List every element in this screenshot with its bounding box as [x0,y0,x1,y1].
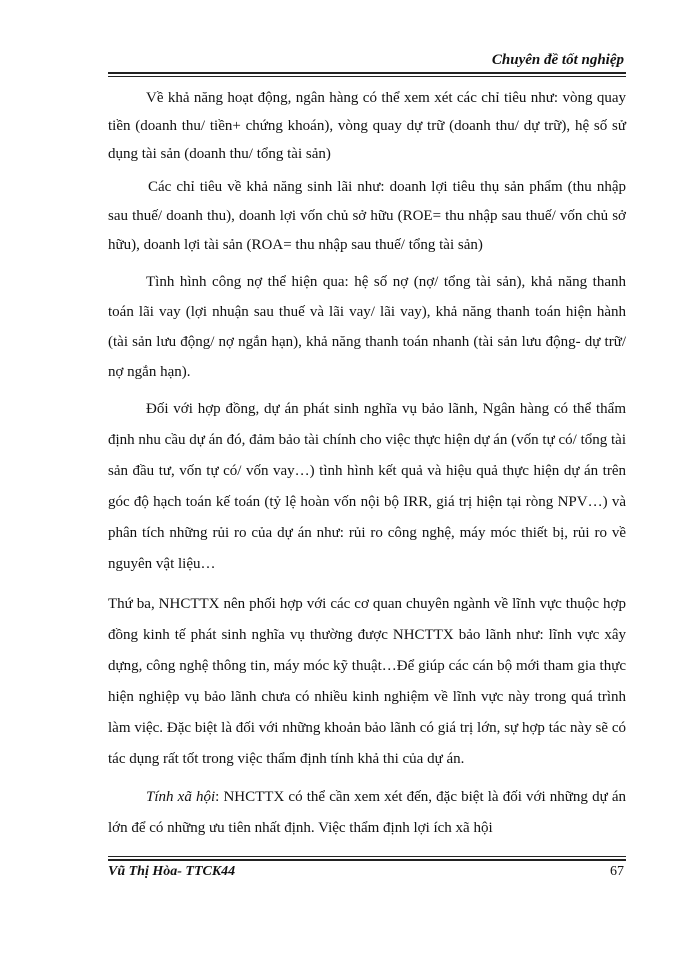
social-aspect-label: Tính xã hội [146,789,216,805]
page-number: 67 [610,864,624,879]
paragraph-social-aspect [108,782,626,844]
paragraph-activity-ratios: Về khả năng hoạt động, ngân hàng có thể xem xét các chỉ tiêu như: vòng quay tiền (doanh thu/ tiền+ chứng khoán), vòng quay dự trữ (doanh thu/ dự trữ), hệ số sử dụng tài sản (doanh thu/ tổng tài sản) [108,90,626,162]
paragraph-project-appraisal: Đối với hợp đồng, dự án phát sinh nghĩa vụ bảo lãnh, Ngân hàng có thể thẩm định nhu cầu dự án đó, đảm bảo tài chính cho việc thực hiện dự án (vốn tự có/ tổng tài sản đầu tư, vốn tự có/ vốn vay…) tình hình kết quả và hiệu quả thực hiện dự án trên góc độ hạch toán kế toán (tỷ lệ hoàn vốn nội bộ IRR, giá trị hiện tại ròng NPV…) và phân tích những rủi ro của dự án như: rủi ro công nghệ, máy móc thiết bị, rủi ro về nguyên vật liệu… [108,401,626,572]
paragraph-profitability-ratios: Các chỉ tiêu về khả năng sinh lãi như: doanh lợi tiêu thụ sản phẩm (thu nhập sau thuế/ doanh thu), doanh lợi vốn chủ sở hữu (ROE= thu nhập sau thuế/ vốn chủ sở hữu), doanh lợi tài sản (ROA= thu nhập sau thuế/ tổng tài sản) [108,179,626,253]
document-header-title: Chuyên đề tốt nghiệp [491,52,624,68]
paragraph-debt-ratios: Tình hình công nợ thể hiện qua: hệ số nợ (nợ/ tổng tài sản), khả năng thanh toán lãi vay (lợi nhuận sau thuế và lãi vay/ lãi vay), khả năng thanh toán hiện hành (tài sản lưu động/ nợ ngắn hạn), khả năng thanh toán nhanh (tài sản lưu động- dự trữ/ nợ ngắn hạn). [108,274,626,380]
footer-author: Vũ Thị Hòa- TTCK44 [108,864,236,879]
header-rule-thin [108,76,626,77]
document-body [108,84,626,844]
header-rule-thick [108,72,626,74]
footer-rule-thick [108,859,626,861]
paragraph-third-point: Thứ ba, NHCTTX nên phối hợp với các cơ quan chuyên ngành về lĩnh vực thuộc hợp đồng kinh tế phát sinh nghĩa vụ thường được NHCTTX bảo lãnh như: lĩnh vực xây dựng, công nghệ thông tin, máy móc kỹ thuật…Để giúp các cán bộ mới tham gia thực hiện nghiệp vụ bảo lãnh chưa có nhiều kinh nghiệm về lĩnh vực này trong quá trình làm việc. Đặc biệt là đối với những khoản bảo lãnh có giá trị lớn, sự hợp tác này sẽ có tác dụng rất tốt trong việc thẩm định tính khả thi của dự án. [108,596,626,767]
social-aspect-text: : NHCTTX có thể cần xem xét đến, đặc biệt là đối với những dự án lớn để có những ưu tiên nhất định. Việc thẩm định lợi ích xã hội [108,789,627,836]
footer-rule-thin [108,856,626,857]
